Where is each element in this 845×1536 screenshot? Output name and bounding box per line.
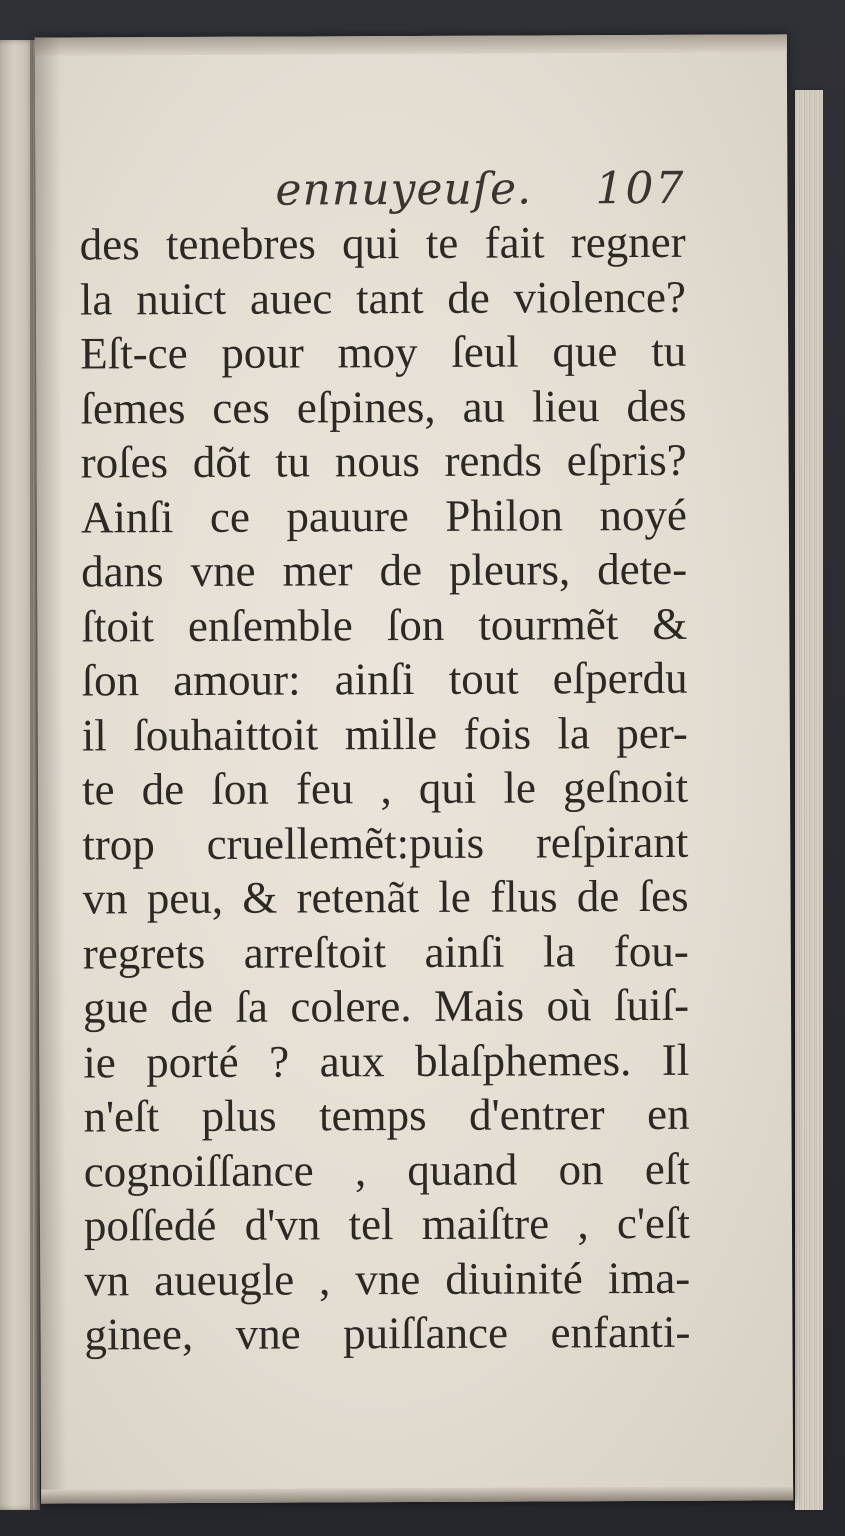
text-line: dans vne mer de pleurs, dete- — [81, 543, 688, 597]
text-line: vn aueugle , vne diuinité ima- — [84, 1252, 691, 1305]
text-line: ginee, vne puiſſance enfanti- — [84, 1306, 691, 1360]
text-line: ſemes ces eſpines, au lieu des — [80, 380, 687, 433]
running-head-title: ennuyeuſe. — [275, 163, 533, 216]
text-line: ſon amour: ainſi tout eſperdu — [81, 652, 688, 706]
text-line: ie porté ? aux blaſphemes. Il — [83, 1034, 690, 1087]
text-line: roſes dõt tu nous rends eſpris? — [80, 434, 687, 488]
text-line: Eſt-ce pour moy ſeul que tu — [80, 325, 687, 379]
text-line: n'eſt plus temps d'entrer en — [83, 1088, 690, 1142]
text-line: regrets arreſtoit ainſi la fou- — [82, 925, 689, 978]
text-line: vn peu, & retenãt le flus de ſes — [82, 870, 689, 924]
body-text — [80, 215, 691, 1362]
text-line: des tenebres qui te fait regner — [79, 216, 686, 270]
text-line: Ainſi ce pauure Philon noyé — [80, 489, 688, 542]
left-page-edge — [0, 40, 40, 1510]
right-page-stack — [795, 90, 823, 1510]
text-line: cognoiſſance , quand on eſt — [83, 1143, 690, 1196]
text-line: te de ſon feu , qui le geſnoit — [81, 761, 689, 815]
gutter-shadow — [35, 38, 67, 1504]
page-bottom-edge — [41, 1486, 793, 1503]
text-line: trop cruellemẽt:puis reſpirant — [82, 816, 689, 869]
text-line: poſſedé d'vn tel maiſtre , c'eſt — [83, 1197, 691, 1251]
text-line: gue de ſa colere. Mais où ſuiſ- — [82, 979, 690, 1033]
text-line: la nuict auec tant de violence? — [79, 271, 687, 324]
page-top-edge — [35, 34, 787, 55]
page-number: 107 — [595, 162, 686, 215]
left-page-binding-line — [30, 40, 33, 1510]
text-line: ſtoit enſemble ſon tourmẽt & — [81, 598, 688, 651]
text-line: il ſouhaittoit mille fois la per- — [81, 707, 688, 760]
book-page — [35, 34, 793, 1503]
